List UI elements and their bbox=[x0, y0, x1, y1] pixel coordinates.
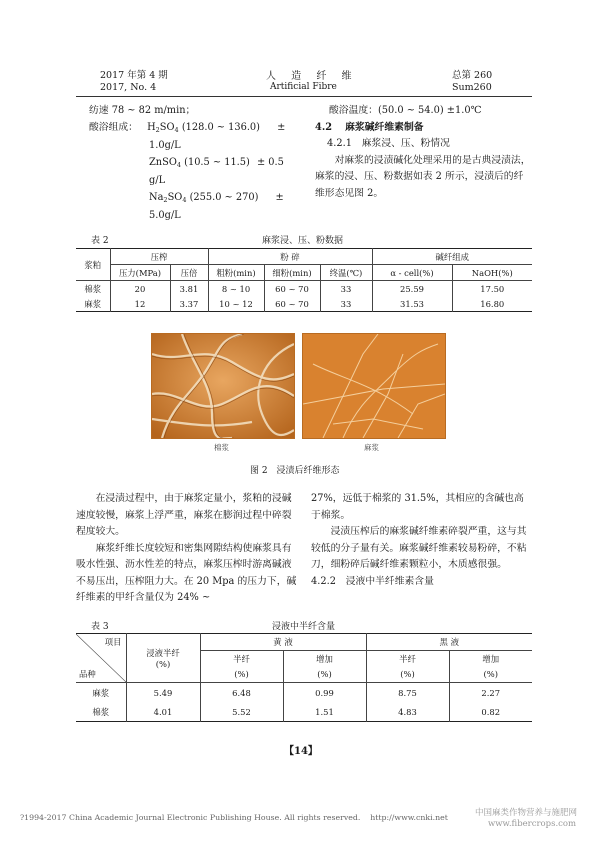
table2-subheader: α - cell(%) bbox=[372, 265, 452, 281]
journal-cn: 人 造 纤 维 bbox=[266, 71, 358, 82]
table-row bbox=[76, 683, 532, 703]
table3-cell: 4.01 bbox=[126, 702, 200, 722]
table3-subheader: 增加 bbox=[283, 650, 366, 666]
table3-cell: 0.99 bbox=[283, 683, 366, 703]
right-top-column bbox=[315, 103, 533, 202]
table2-title: 麻浆浸、压、粉数据 bbox=[262, 236, 344, 246]
table3-unit: (%) bbox=[200, 666, 283, 682]
watermark-cn: 中国麻类作物营养与施肥网 bbox=[475, 808, 578, 818]
table2-cell: 10 ~ 12 bbox=[208, 296, 264, 312]
table2-subheader: 终温(℃) bbox=[320, 265, 372, 281]
table3-corner-bottom: 品种 bbox=[79, 669, 96, 679]
issue-cn: 2017 年第 4 期 bbox=[100, 70, 168, 81]
figure2-caption: 图 2 浸渍后纤维形态 bbox=[250, 466, 340, 476]
spin-speed: 纺速 78 ~ 82 m/min； bbox=[89, 105, 196, 116]
table3-group-black: 黑 液 bbox=[366, 634, 532, 651]
table2-cell: 8 ~ 10 bbox=[208, 281, 264, 297]
h2so4-range: (128.0 ~ 136.0) bbox=[181, 121, 260, 133]
table3-cell: 1.51 bbox=[283, 702, 366, 722]
table3-subheader: 半纤 bbox=[233, 653, 250, 664]
h2so4-tail: 1.0g/L bbox=[149, 140, 181, 151]
table3-title: 浸液中半纤含量 bbox=[272, 622, 336, 632]
table2-cell: 60 ~ 70 bbox=[264, 281, 320, 297]
table-row bbox=[76, 296, 532, 312]
issue-en: 2017, No. 4 bbox=[100, 82, 157, 93]
table3-cell: 棉浆 bbox=[76, 702, 126, 722]
cotton-pulp-micrograph bbox=[151, 333, 295, 439]
paragraph-4-2-1: 对麻浆的浸渍碱化处理采用的是古典浸渍法，麻浆的浸、压、粉数据如表 2 所示，浸渍后的纤维形态见图 2。 bbox=[315, 154, 531, 199]
left-top-column bbox=[89, 103, 304, 225]
table2-cell: 麻浆 bbox=[76, 296, 110, 312]
total-cn: 总第 260 bbox=[452, 70, 493, 81]
table2-cell: 17.50 bbox=[452, 281, 532, 297]
body-right-p1: 27%，远低于棉浆的 31.5%，其相应的含碱也高于棉浆。 bbox=[311, 493, 524, 521]
table2-subheader: NaOH(%) bbox=[452, 265, 532, 281]
table3-cell: 6.48 bbox=[232, 687, 251, 698]
table3-unit: (%) bbox=[366, 666, 449, 682]
body-left-p2: 麻浆纤维长度较短和密集网隙结构使麻浆具有吸水性强、沥水性差的特点，麻浆压榨时游离碱液不易压出，压榨阻力大。在 20 Mpa 的压力下，碱纤维素的甲纤含量仅为 24% ~ bbox=[76, 542, 297, 603]
table3-cell: 0.82 bbox=[449, 702, 532, 722]
table2-cell: 3.37 bbox=[170, 296, 208, 312]
figure2-left-label: 棉浆 bbox=[214, 443, 229, 452]
table3-subheader: 增加 bbox=[449, 650, 532, 666]
figure2-right-label: 麻浆 bbox=[364, 443, 379, 452]
table3-cell: 2.27 bbox=[449, 683, 532, 703]
hemp-pulp-micrograph bbox=[302, 333, 446, 439]
table3-corner-top: 项目 bbox=[104, 637, 122, 647]
journal-en: Artificial Fibre bbox=[270, 82, 337, 92]
table-row bbox=[76, 702, 532, 722]
table2-subheader: 压力(MPa) bbox=[110, 265, 170, 281]
table2-cell: 3.81 bbox=[170, 281, 208, 297]
body-right-column bbox=[311, 491, 533, 590]
body-left-p1: 在浸渍过程中，由于麻浆定量小，浆粕的浸碱速度较慢，麻浆上浮严重，麻浆在膨润过程中碎裂程度较大。 bbox=[76, 493, 292, 537]
section-4-2-1: 4.2.1 麻浆浸、压、粉情况 bbox=[327, 138, 450, 149]
body-left-column bbox=[76, 491, 298, 607]
table3-label: 表 3 bbox=[91, 622, 109, 632]
total-en: Sum260 bbox=[452, 82, 492, 93]
table2-cell: 33 bbox=[320, 281, 372, 297]
table3-cell: 5.49 bbox=[126, 683, 200, 703]
table2-group-press: 压榨 bbox=[110, 249, 208, 265]
body-right-p2: 浸渍压榨后的麻浆碱纤维素碎裂严重，这与其较低的分子量有关。麻浆碱纤维素较易粉碎，不粘刀，细粉碎后碱纤维素颗粒小，木质感很强。 bbox=[311, 526, 527, 570]
table3-subheader: 半纤 bbox=[366, 650, 449, 666]
table3-unit: (%) bbox=[449, 666, 532, 682]
table2-cell: 棉浆 bbox=[76, 281, 110, 297]
page-number: 【14】 bbox=[284, 746, 318, 757]
table2-subheader: 细粉(min) bbox=[264, 265, 320, 281]
table3-group-yellow: 黄 液 bbox=[200, 634, 366, 651]
table2-subheader: 压倍 bbox=[170, 265, 208, 281]
table3-cell: 麻浆 bbox=[76, 683, 126, 703]
table3-corner bbox=[76, 634, 126, 683]
table2-cell: 20 bbox=[134, 283, 146, 294]
znso4-line: ZnSO$_4$ (10.5 ~ 11.5) ± 0.5 bbox=[149, 156, 284, 169]
table2-subheader: 粗粉(min) bbox=[208, 265, 264, 281]
section-4-2-2: 4.2.2 浸液中半纤维素含量 bbox=[311, 575, 434, 587]
table2-cell: 33 bbox=[320, 296, 372, 312]
acid-bath-line: 酸浴组成： $H_2SO_4$ (128.0 ~ 136.0) ± bbox=[89, 121, 286, 134]
bath-temp: 酸浴温度：(50.0 ~ 54.0) ±1.0℃ bbox=[329, 105, 482, 116]
table3 bbox=[76, 633, 532, 722]
acid-bath-label: 酸浴组成： bbox=[89, 121, 138, 133]
table2-cell: 25.59 bbox=[372, 281, 452, 297]
copyright-footer: ?1994-2017 China Academic Journal Electronic Publishing House. All rights reserved. http://www.cnki.net bbox=[20, 813, 448, 822]
na2so4-tail: 5.0g/L bbox=[149, 210, 181, 221]
table2-group-crush: 粉 碎 bbox=[208, 249, 372, 265]
table2-cell: 16.80 bbox=[452, 296, 532, 312]
table2-cell: 12 bbox=[134, 298, 146, 309]
table2-row-head: 浆粕 bbox=[76, 249, 110, 281]
watermark-url: www.fibercrops.com bbox=[488, 819, 577, 829]
na2so4-line: $Na_2SO_4$ (255.0 ~ 270) ± bbox=[149, 191, 284, 204]
table2-cell: 60 ~ 70 bbox=[264, 296, 320, 312]
table3-cell: 4.83 bbox=[366, 702, 449, 722]
table3-col1: 浸液半纤 (%) bbox=[126, 634, 200, 683]
table-row bbox=[76, 281, 532, 297]
table3-cell: 5.52 bbox=[232, 706, 251, 717]
table3-cell: 8.75 bbox=[366, 683, 449, 703]
section-4-2: 4.2 麻浆碱纤维素制备 bbox=[315, 121, 424, 133]
znso4-tail: g/L bbox=[149, 175, 166, 186]
table2-cell: 31.53 bbox=[372, 296, 452, 312]
table3-unit: (%) bbox=[283, 666, 366, 682]
table2-label: 表 2 bbox=[91, 236, 109, 246]
header-rule bbox=[76, 96, 532, 97]
table2 bbox=[76, 248, 532, 312]
table2-group-alkali: 碱纤组成 bbox=[372, 249, 532, 265]
